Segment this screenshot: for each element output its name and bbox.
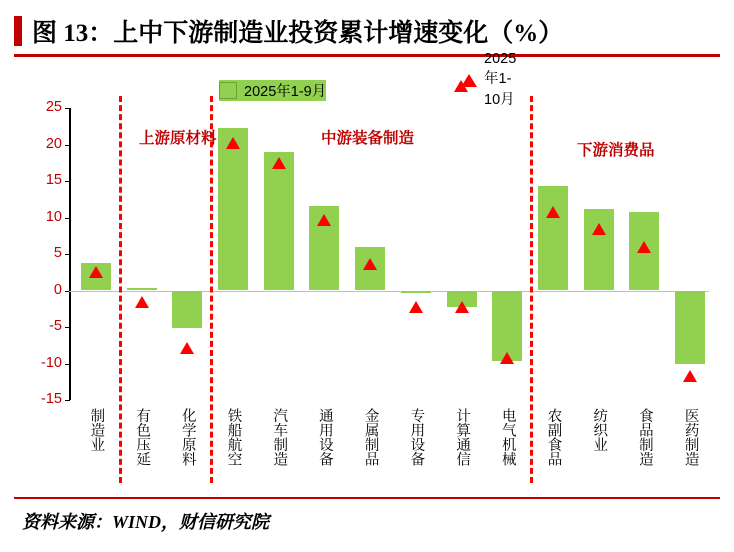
chart-bar (538, 186, 568, 290)
chart-bar (584, 209, 614, 291)
y-axis-tick-label: 10 (45, 208, 62, 225)
page-title (0, 8, 734, 54)
group-label: 上游原材料 (139, 130, 217, 147)
title-prefix: 图 13： (32, 20, 114, 47)
chart-bar (492, 291, 522, 361)
title-main: 上中下游制造业投资累计增速变化（%） (113, 20, 564, 47)
x-axis-category-label: 专用设备 (408, 408, 425, 466)
y-axis-tick-label: 25 (45, 99, 62, 115)
legend-triangle-icon (461, 74, 477, 87)
x-axis-category-label: 电气机械 (499, 408, 516, 466)
chart-marker-triangle (180, 342, 194, 354)
legend-item-triangle (454, 51, 517, 108)
chart-plot-area (14, 51, 720, 490)
group-separator-line (530, 96, 533, 483)
x-axis-category-label: 铁船航空 (225, 408, 242, 466)
x-axis-category-label: 通用设备 (316, 408, 333, 466)
x-axis-category-label: 食品制造 (636, 408, 653, 466)
y-axis-tick-label: 5 (53, 245, 62, 261)
chart-marker-triangle (363, 258, 377, 270)
divider-bottom (14, 497, 720, 499)
chart-marker-triangle (317, 214, 331, 226)
y-axis-tick (65, 145, 70, 146)
x-axis-category-label: 汽车制造 (271, 408, 288, 466)
y-axis-tick-label: 20 (45, 135, 62, 152)
chart-marker-triangle (546, 206, 560, 218)
x-axis-category-label: 制造业 (88, 408, 105, 452)
title-text-group (32, 13, 563, 49)
x-axis-category-label: 计算通信 (454, 408, 471, 466)
source-note: 资料来源：WIND，财信研究院 (22, 512, 270, 532)
chart-marker-triangle (592, 223, 606, 235)
y-axis-tick-label: -5 (49, 318, 62, 334)
chart-marker-triangle (409, 301, 423, 313)
y-axis-tick (65, 108, 70, 109)
zero-baseline (69, 291, 709, 292)
chart-bar (172, 291, 202, 329)
title-accent-bar (14, 16, 22, 46)
group-label: 下游消费品 (577, 142, 655, 159)
group-separator-line (119, 96, 122, 483)
divider-top (14, 54, 720, 57)
x-axis-category-label: 农副食品 (545, 408, 562, 466)
chart-marker-triangle (637, 241, 651, 253)
chart-marker-triangle (135, 296, 149, 308)
group-label: 中游装备制造 (321, 130, 415, 147)
chart-marker-triangle (455, 301, 469, 313)
chart-marker-triangle (89, 266, 103, 278)
legend-label-triangle: 2025年1-10月 (484, 51, 517, 108)
y-axis-tick (65, 254, 70, 255)
y-axis-tick (65, 181, 70, 182)
y-axis-tick-label: -10 (41, 354, 62, 371)
x-axis-category-label: 金属制品 (362, 408, 379, 466)
chart-bar (401, 291, 431, 294)
y-axis-tick (65, 327, 70, 328)
y-axis-tick-label: 15 (45, 172, 62, 188)
x-axis-category-label: 医药制造 (682, 408, 699, 466)
x-axis-category-label: 化学原料 (179, 408, 196, 466)
group-separator-line (210, 96, 213, 483)
y-axis-tick-label: -15 (41, 391, 62, 407)
chart-marker-triangle (226, 137, 240, 149)
legend-swatch-bar-icon (219, 82, 237, 99)
chart-bar (218, 128, 248, 290)
y-axis-tick (65, 364, 70, 365)
chart-marker-triangle (500, 352, 514, 364)
chart-marker-triangle (272, 157, 286, 169)
chart-marker-triangle (683, 370, 697, 382)
chart-bar (127, 288, 157, 291)
x-axis-category-label: 纺织业 (591, 408, 608, 452)
chart-bar (675, 291, 705, 365)
chart-axes (41, 99, 709, 466)
y-axis-tick-label: 0 (53, 281, 62, 298)
legend-label-bar: 2025年1-9月 (244, 84, 327, 100)
y-axis-tick (65, 400, 70, 401)
x-axis-category-label: 有色压延 (134, 408, 151, 466)
y-axis-tick (65, 218, 70, 219)
legend-item-bar (219, 80, 326, 101)
chart-bar (264, 152, 294, 291)
